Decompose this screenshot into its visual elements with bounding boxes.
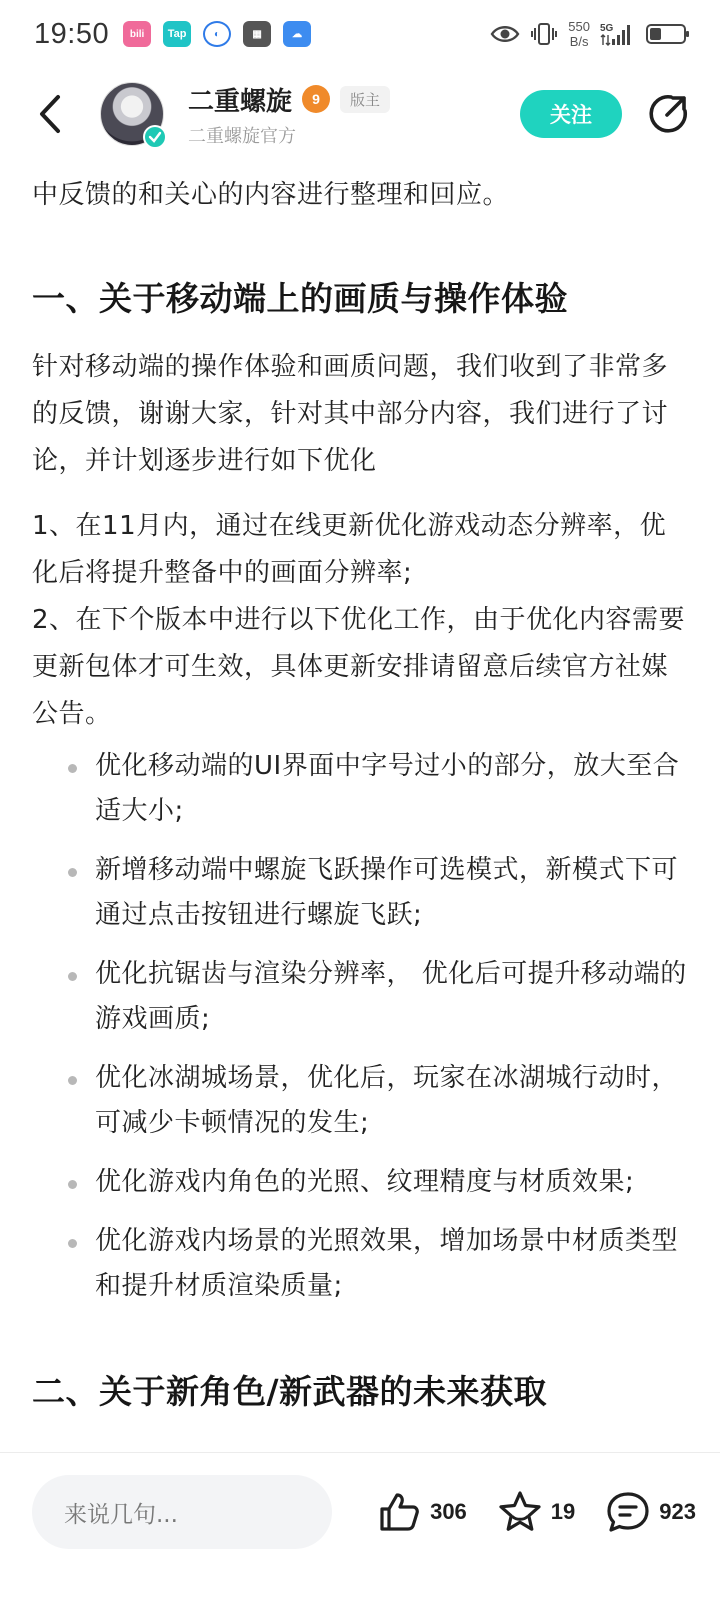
notification-icons bbox=[123, 21, 311, 47]
network-speed: 550 B/s bbox=[568, 19, 590, 49]
like-button[interactable] bbox=[378, 1490, 467, 1534]
author-avatar[interactable] bbox=[100, 82, 164, 146]
bullet-item: 优化移动端的UI界面中字号过小的部分，放大至合适大小; bbox=[32, 744, 688, 834]
vibrate-icon bbox=[530, 21, 558, 47]
intro-paragraph: 中反馈的和关心的内容进行整理和回应。 bbox=[32, 180, 510, 210]
status-indicators bbox=[490, 19, 686, 49]
moderator-badge: 版主 bbox=[340, 86, 390, 113]
list-item: 2、在下个版本中进行以下优化工作，由于优化内容需要更新包体才可生效，具体更新安排请留意后续官方社媒公告。 bbox=[32, 605, 686, 729]
battery-icon bbox=[646, 24, 686, 44]
optimization-list bbox=[32, 744, 688, 1309]
verified-icon bbox=[143, 125, 167, 149]
post-actions bbox=[378, 1475, 696, 1549]
article-body bbox=[0, 160, 720, 1452]
bullet-item: 新增移动端中螺旋飞跃操作可选模式，新模式下可通过点击按钮进行螺旋飞跃; bbox=[32, 848, 688, 938]
list-item: 1、在11月内，通过在线更新优化游戏动态分辨率，优化后将提升整备中的画面分辨率; bbox=[32, 511, 667, 588]
like-count: 306 bbox=[430, 1499, 467, 1524]
comment-count: 923 bbox=[659, 1499, 696, 1524]
comment-input[interactable]: 来说几句... bbox=[32, 1475, 332, 1549]
author-subtitle: 二重螺旋官方 bbox=[188, 125, 296, 147]
bullet-item: 优化抗锯齿与渲染分辨率， 优化后可提升移动端的游戏画质; bbox=[32, 952, 688, 1042]
bullet-item: 优化冰湖城场景，优化后，玩家在冰湖城行动时，可减少卡顿情况的发生; bbox=[32, 1056, 688, 1146]
bottom-action-bar bbox=[0, 1452, 720, 1600]
share-icon bbox=[647, 93, 689, 135]
post-header bbox=[0, 68, 720, 160]
section-1-intro: 针对移动端的操作体验和画质问题，我们收到了非常多的反馈，谢谢大家，针对其中部分内容，我们进行了讨论，并计划逐步进行如下优化 bbox=[32, 352, 669, 476]
signal-5g-icon bbox=[600, 21, 636, 47]
level-badge-icon: 9 bbox=[302, 85, 330, 113]
back-button[interactable] bbox=[30, 89, 70, 139]
section-title-2: 二、关于新角色/新武器的未来获取 bbox=[32, 1372, 548, 1411]
bullet-item: 优化游戏内场景的光照效果，增加场景中材质类型和提升材质渲染质量; bbox=[32, 1219, 688, 1309]
svg-text:5G: 5G bbox=[600, 23, 614, 34]
game-icon: ▦ bbox=[243, 21, 271, 47]
weather-icon: ☁ bbox=[283, 21, 311, 47]
battery-level bbox=[650, 28, 661, 40]
author-info[interactable] bbox=[188, 81, 390, 148]
share-button[interactable] bbox=[646, 92, 690, 136]
comment-button[interactable] bbox=[605, 1490, 696, 1534]
comment-bubble-icon bbox=[605, 1490, 651, 1534]
thumbs-up-icon bbox=[378, 1490, 422, 1534]
status-time: 19:50 bbox=[34, 17, 110, 50]
bilibili-icon: bili bbox=[123, 21, 151, 47]
section-title-1: 一、关于移动端上的画质与操作体验 bbox=[32, 279, 568, 318]
status-bar bbox=[0, 0, 720, 68]
follow-button[interactable]: 关注 bbox=[520, 90, 622, 138]
star-icon bbox=[497, 1490, 543, 1534]
taptap-icon: Tap bbox=[163, 21, 191, 47]
favorite-count: 19 bbox=[550, 1499, 576, 1524]
author-name[interactable]: 二重螺旋 bbox=[188, 86, 293, 117]
favorite-button[interactable] bbox=[497, 1490, 575, 1534]
bullet-item: 优化游戏内角色的光照、纹理精度与材质效果; bbox=[32, 1160, 688, 1205]
back-arrow-icon bbox=[37, 94, 63, 134]
eye-icon bbox=[490, 23, 520, 45]
browser-icon: ◐ bbox=[203, 21, 231, 47]
